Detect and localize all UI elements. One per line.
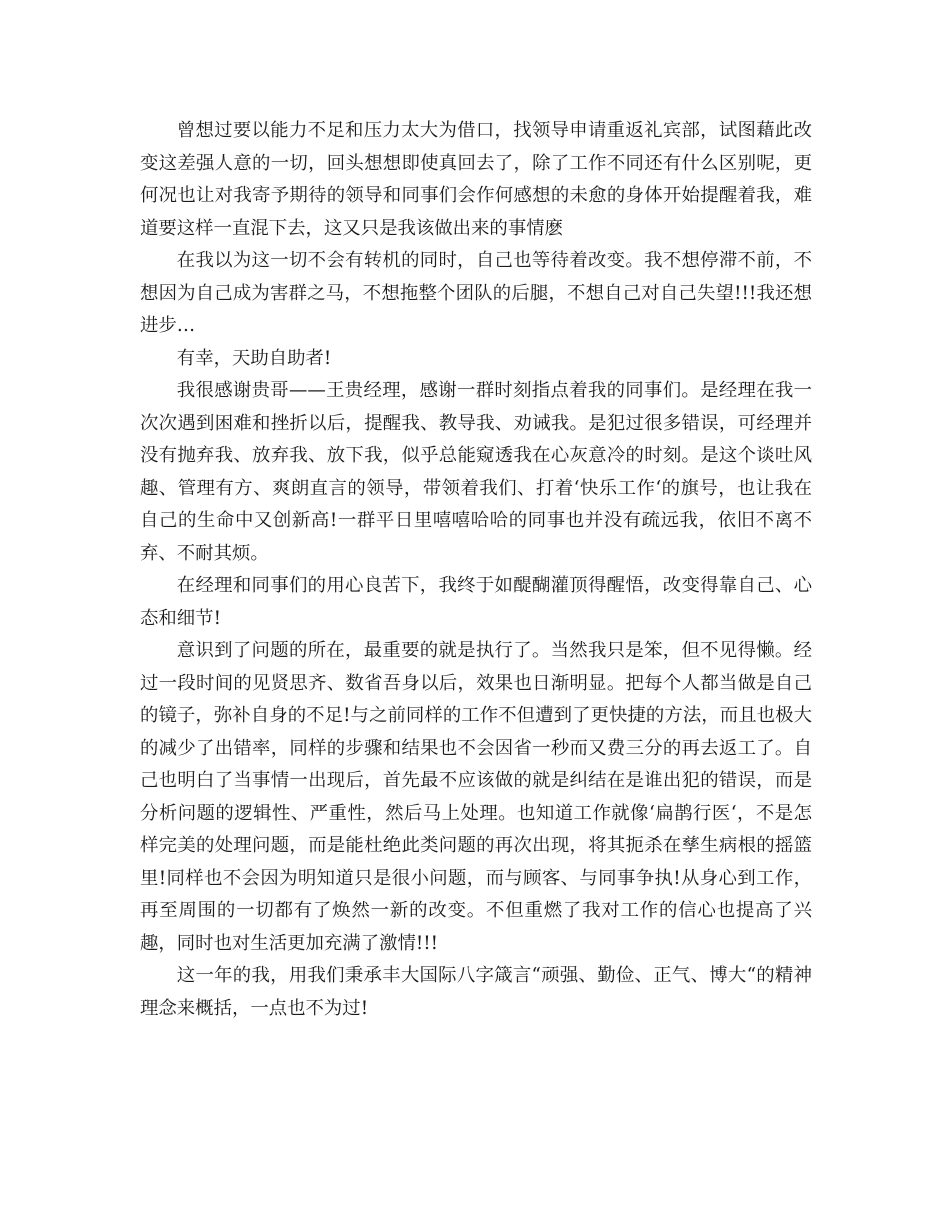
paragraph: 意识到了问题的所在，最重要的就是执行了。当然我只是笨，但不见得懒。经过一段时间的见贤思齐、数省吾身以后，效果也日渐明显。把每个人都当做是自己的镜子，弥补自身的不足!与之前同样的工作不但遭到了更快捷的方法，而且也极大的减少了出错率，同样的步骤和结果也不会因省一秒而又费三分的再去返工了。自己也明白了当事情一出现后，首先最不应该做的就是纠结在是谁出犯的错误，而是分析问题的逻辑性、严重性，然后马上处理。也知道工作就像‘扁鹊行医‘，不是怎样完美的处理问题，而是能杜绝此类问题的再次出现，将其扼杀在孳生病根的摇篮里!同样也不会因为明知道只是很小问题，而与顾客、与同事争执!从身心到工作，再至周围的一切都有了焕然一新的改变。不但重燃了我对工作的信心也提高了兴趣，同时也对生活更加充满了激情!!! bbox=[140, 640, 812, 954]
paragraph: 我很感谢贵哥——王贵经理，感谢一群时刻指点着我的同事们。是经理在我一次次遇到困难和挫折以后，提醒我、教导我、劝诫我。是犯过很多错误，可经理并没有抛弃我、放弃我、放下我，似乎总能窥透我在心灰意冷的时刻。是这个谈吐风趣、管理有方、爽朗直言的领导，带领着我们、打着‘快乐工作‘的旗号，也让我在自己的生命中又创新高!一群平日里嘻嘻哈哈的同事也并没有疏远我，依旧不离不弃、不耐其烦。 bbox=[140, 380, 812, 564]
paragraph: 曾想过要以能力不足和压力太大为借口，找领导申请重返礼宾部，试图藉此改变这差强人意的一切，回头想想即使真回去了，除了工作不同还有什么区别呢，更何况也让对我寄予期待的领导和同事们会作何感想的未愈的身体开始提醒着我，难道要这样一直混下去，这又只是我该做出来的事情麽 bbox=[140, 120, 812, 239]
paragraph: 在我以为这一切不会有转机的同时，自己也等待着改变。我不想停滞不前，不想因为自己成为害群之马，不想拖整个团队的后腿，不想自己对自己失望!!!我还想进步… bbox=[140, 250, 812, 336]
document-page bbox=[140, 115, 812, 1025]
paragraph: 这一年的我，用我们秉承丰大国际八字箴言“顽强、勤俭、正气、博大“的精神理念来概括，一点也不为过! bbox=[140, 965, 812, 1019]
paragraph: 在经理和同事们的用心良苦下，我终于如醍醐灌顶得醒悟，改变得靠自己、心态和细节! bbox=[140, 575, 812, 629]
paragraph: 有幸，天助自助者! bbox=[176, 347, 332, 369]
